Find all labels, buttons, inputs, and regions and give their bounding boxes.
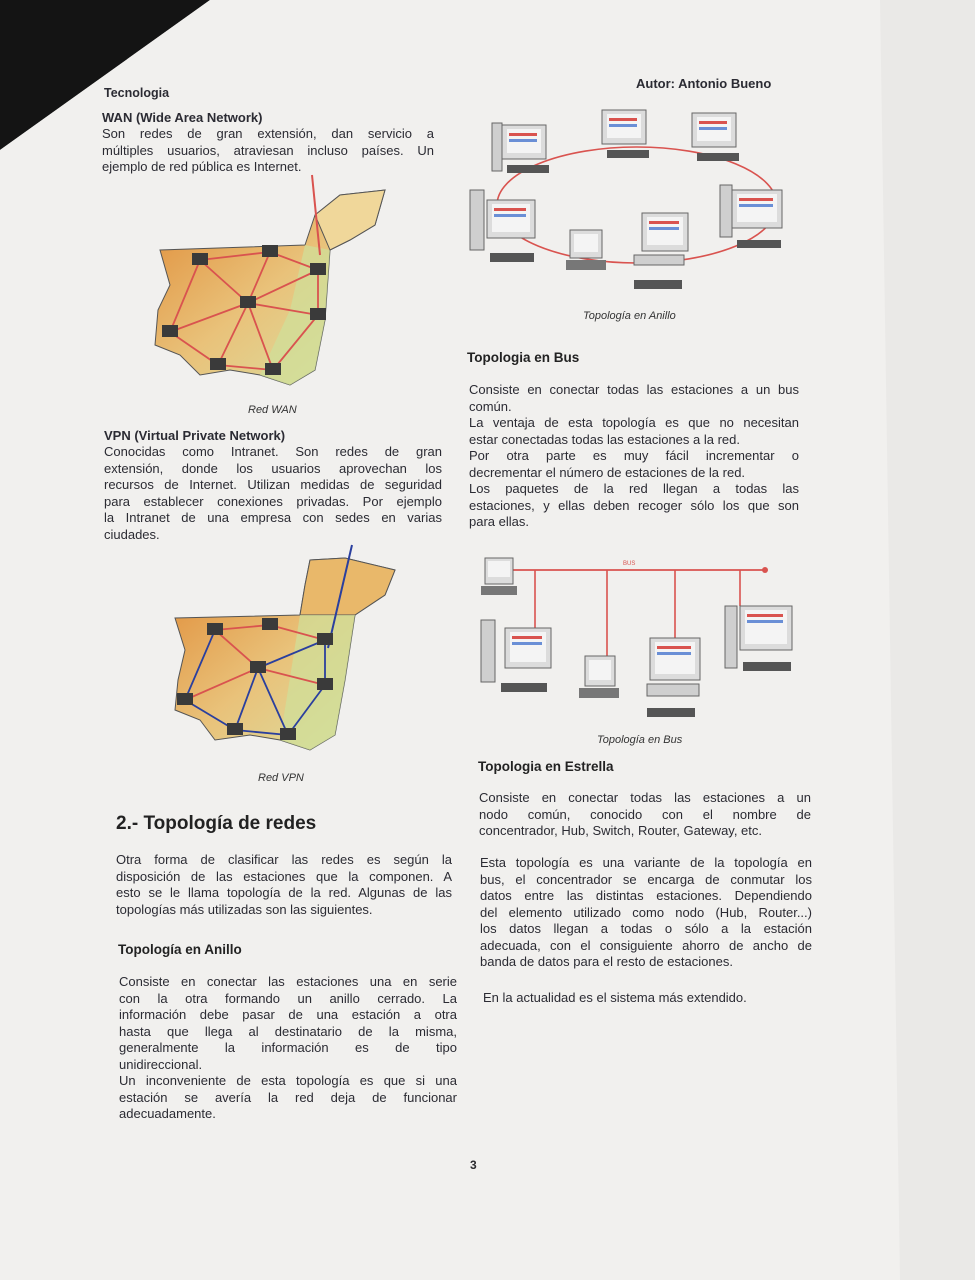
vpn-line: recursos de Internet. Utilizan medidas de seguridad bbox=[104, 477, 442, 492]
estrella-paragraph-2 bbox=[480, 855, 812, 971]
workstation-icon bbox=[692, 113, 739, 161]
page-number: 3 bbox=[470, 1158, 477, 1172]
estrella-title: Topologia en Estrella bbox=[478, 759, 614, 774]
estrella-paragraph-3 bbox=[483, 990, 815, 1007]
vpn-paragraph bbox=[104, 444, 442, 543]
estrella-line: En la actualidad es el sistema más extendido. bbox=[483, 990, 747, 1005]
estrella-paragraph-1 bbox=[479, 790, 811, 840]
wan-title: WAN (Wide Area Network) bbox=[102, 110, 263, 125]
vpn-map-figure bbox=[160, 540, 410, 765]
workstation-icon bbox=[634, 213, 688, 289]
network-node bbox=[240, 296, 256, 308]
bus-line: decrementar el número de estaciones de la red. bbox=[469, 464, 746, 480]
laptop-icon bbox=[566, 230, 606, 270]
network-node bbox=[207, 623, 223, 635]
anillo-title: Topología en Anillo bbox=[118, 942, 242, 957]
workstation-icon bbox=[725, 606, 792, 671]
section2-line: Otra forma de clasificar las redes es según la bbox=[116, 852, 452, 867]
anillo-line: hasta que llega al destinatario de la misma, bbox=[119, 1023, 457, 1039]
estrella-line: los datos llegan a todas o sólo a la estación bbox=[480, 921, 812, 936]
vpn-line: Conocidas como Intranet. Son redes de gran bbox=[104, 444, 442, 459]
wan-caption: Red WAN bbox=[248, 404, 297, 416]
bus-line: estar conectadas todas las estaciones a la red. bbox=[469, 431, 740, 447]
vpn-line: para establecer conexiones privadas. Por ejemplo bbox=[104, 493, 442, 509]
bus-line: Los paquetes de la red llegan a todas las bbox=[469, 481, 799, 496]
estrella-line: concentrador, Hub, Switch, Router, Gateway, etc. bbox=[479, 823, 763, 838]
bus-line: estaciones, y ellas deben recoger sólo los que son bbox=[469, 497, 799, 513]
section2-line: disposición de las estaciones que la componen. A bbox=[116, 868, 452, 884]
vpn-title: VPN (Virtual Private Network) bbox=[104, 428, 286, 443]
anillo-line: generalmente la información es de tipo bbox=[119, 1040, 457, 1055]
estrella-line: banda de datos para el resto de estaciones. bbox=[480, 954, 733, 969]
wan-line: múltiples usuarios, atraviesan incluso países. Un bbox=[102, 142, 434, 158]
wan-line: ejemplo de red pública es Internet. bbox=[102, 159, 302, 174]
bus-line: La ventaja de esta topología es que no necesitan bbox=[469, 415, 799, 430]
network-node bbox=[280, 728, 296, 740]
section2-line: esto se le llama topología de la red. Algunas de las bbox=[116, 885, 452, 900]
estrella-line: datos entre las distintas estaciones. Dependiendo bbox=[480, 888, 812, 903]
header-section-name: Tecnologia bbox=[104, 86, 170, 100]
network-node bbox=[317, 678, 333, 690]
anillo-line: información debe pasar de una estación a otra bbox=[119, 1007, 457, 1022]
network-node bbox=[192, 253, 208, 265]
workstation-icon bbox=[647, 638, 700, 717]
header-author: Autor: Antonio Bueno bbox=[636, 76, 772, 91]
vpn-caption: Red VPN bbox=[258, 772, 304, 784]
network-node bbox=[250, 661, 266, 673]
network-node bbox=[177, 693, 193, 705]
anillo-line: Un inconveniente de esta topología es que si una bbox=[119, 1073, 457, 1088]
vpn-line: la Intranet de una empresa con sedes en varias bbox=[104, 510, 442, 525]
wan-paragraph bbox=[102, 126, 434, 176]
section2-paragraph bbox=[116, 852, 452, 918]
laptop-icon bbox=[579, 656, 619, 698]
bus-line: para ellas. bbox=[469, 514, 529, 529]
bus-line: Por otra parte es muy fácil incrementar o bbox=[469, 448, 799, 463]
network-node bbox=[265, 363, 281, 375]
bus-label: BUS bbox=[623, 561, 636, 567]
ring-caption: Topología en Anillo bbox=[583, 310, 676, 322]
estrella-line: bus, el concentrador se encarga de conmutar los bbox=[480, 871, 812, 887]
anillo-paragraph bbox=[119, 974, 457, 1123]
bus-line: Consiste en conectar todas las estaciones a un bus bbox=[469, 382, 799, 397]
workstation-icon bbox=[470, 190, 535, 262]
anillo-line: unidireccional. bbox=[119, 1056, 203, 1072]
bus-line: común. bbox=[469, 398, 512, 414]
bus-topology-figure bbox=[475, 548, 815, 728]
wan-line: Son redes de gran extensión, dan servicio a bbox=[102, 126, 434, 141]
network-node bbox=[162, 325, 178, 337]
network-node bbox=[210, 358, 226, 370]
section-title: 2.- Topología de redes bbox=[116, 813, 317, 834]
section2-line: topologías más utilizadas son las siguientes. bbox=[116, 901, 373, 917]
anillo-line: adecuadamente. bbox=[119, 1106, 216, 1121]
network-node bbox=[262, 618, 278, 630]
anillo-line: con la otra formando un anillo cerrado. La bbox=[119, 990, 457, 1006]
network-node bbox=[262, 245, 278, 257]
workstation-icon bbox=[492, 123, 549, 173]
bus-paragraph bbox=[469, 382, 799, 531]
network-node bbox=[310, 263, 326, 275]
estrella-line: adecuada, con el consiguiente ahorro de ancho de bbox=[480, 937, 812, 953]
estrella-line: nodo común, conocido con el nombre de bbox=[479, 806, 811, 822]
vpn-line: extensión, donde los usuarios aprovechan los bbox=[104, 460, 442, 476]
laptop-icon bbox=[481, 558, 517, 595]
anillo-line: estación se avería la red deja de funcionar bbox=[119, 1089, 457, 1105]
network-node bbox=[317, 633, 333, 645]
estrella-line: del elemento utilizado como nodo (Hub, Router...) bbox=[480, 904, 812, 920]
workstation-icon bbox=[481, 620, 551, 692]
wan-map-figure bbox=[140, 170, 400, 395]
vpn-line: ciudades. bbox=[104, 526, 160, 542]
ring-topology-figure bbox=[462, 105, 807, 305]
anillo-line: Consiste en conectar las estaciones una en serie bbox=[119, 974, 457, 989]
network-node bbox=[227, 723, 243, 735]
estrella-line: Esta topología es una variante de la topología en bbox=[480, 855, 812, 870]
estrella-line: Consiste en conectar todas las estaciones a un bbox=[479, 790, 811, 805]
network-node bbox=[310, 308, 326, 320]
bus-title: Topologia en Bus bbox=[467, 350, 580, 365]
bus-caption: Topología en Bus bbox=[597, 734, 683, 746]
workstation-icon bbox=[602, 110, 649, 158]
